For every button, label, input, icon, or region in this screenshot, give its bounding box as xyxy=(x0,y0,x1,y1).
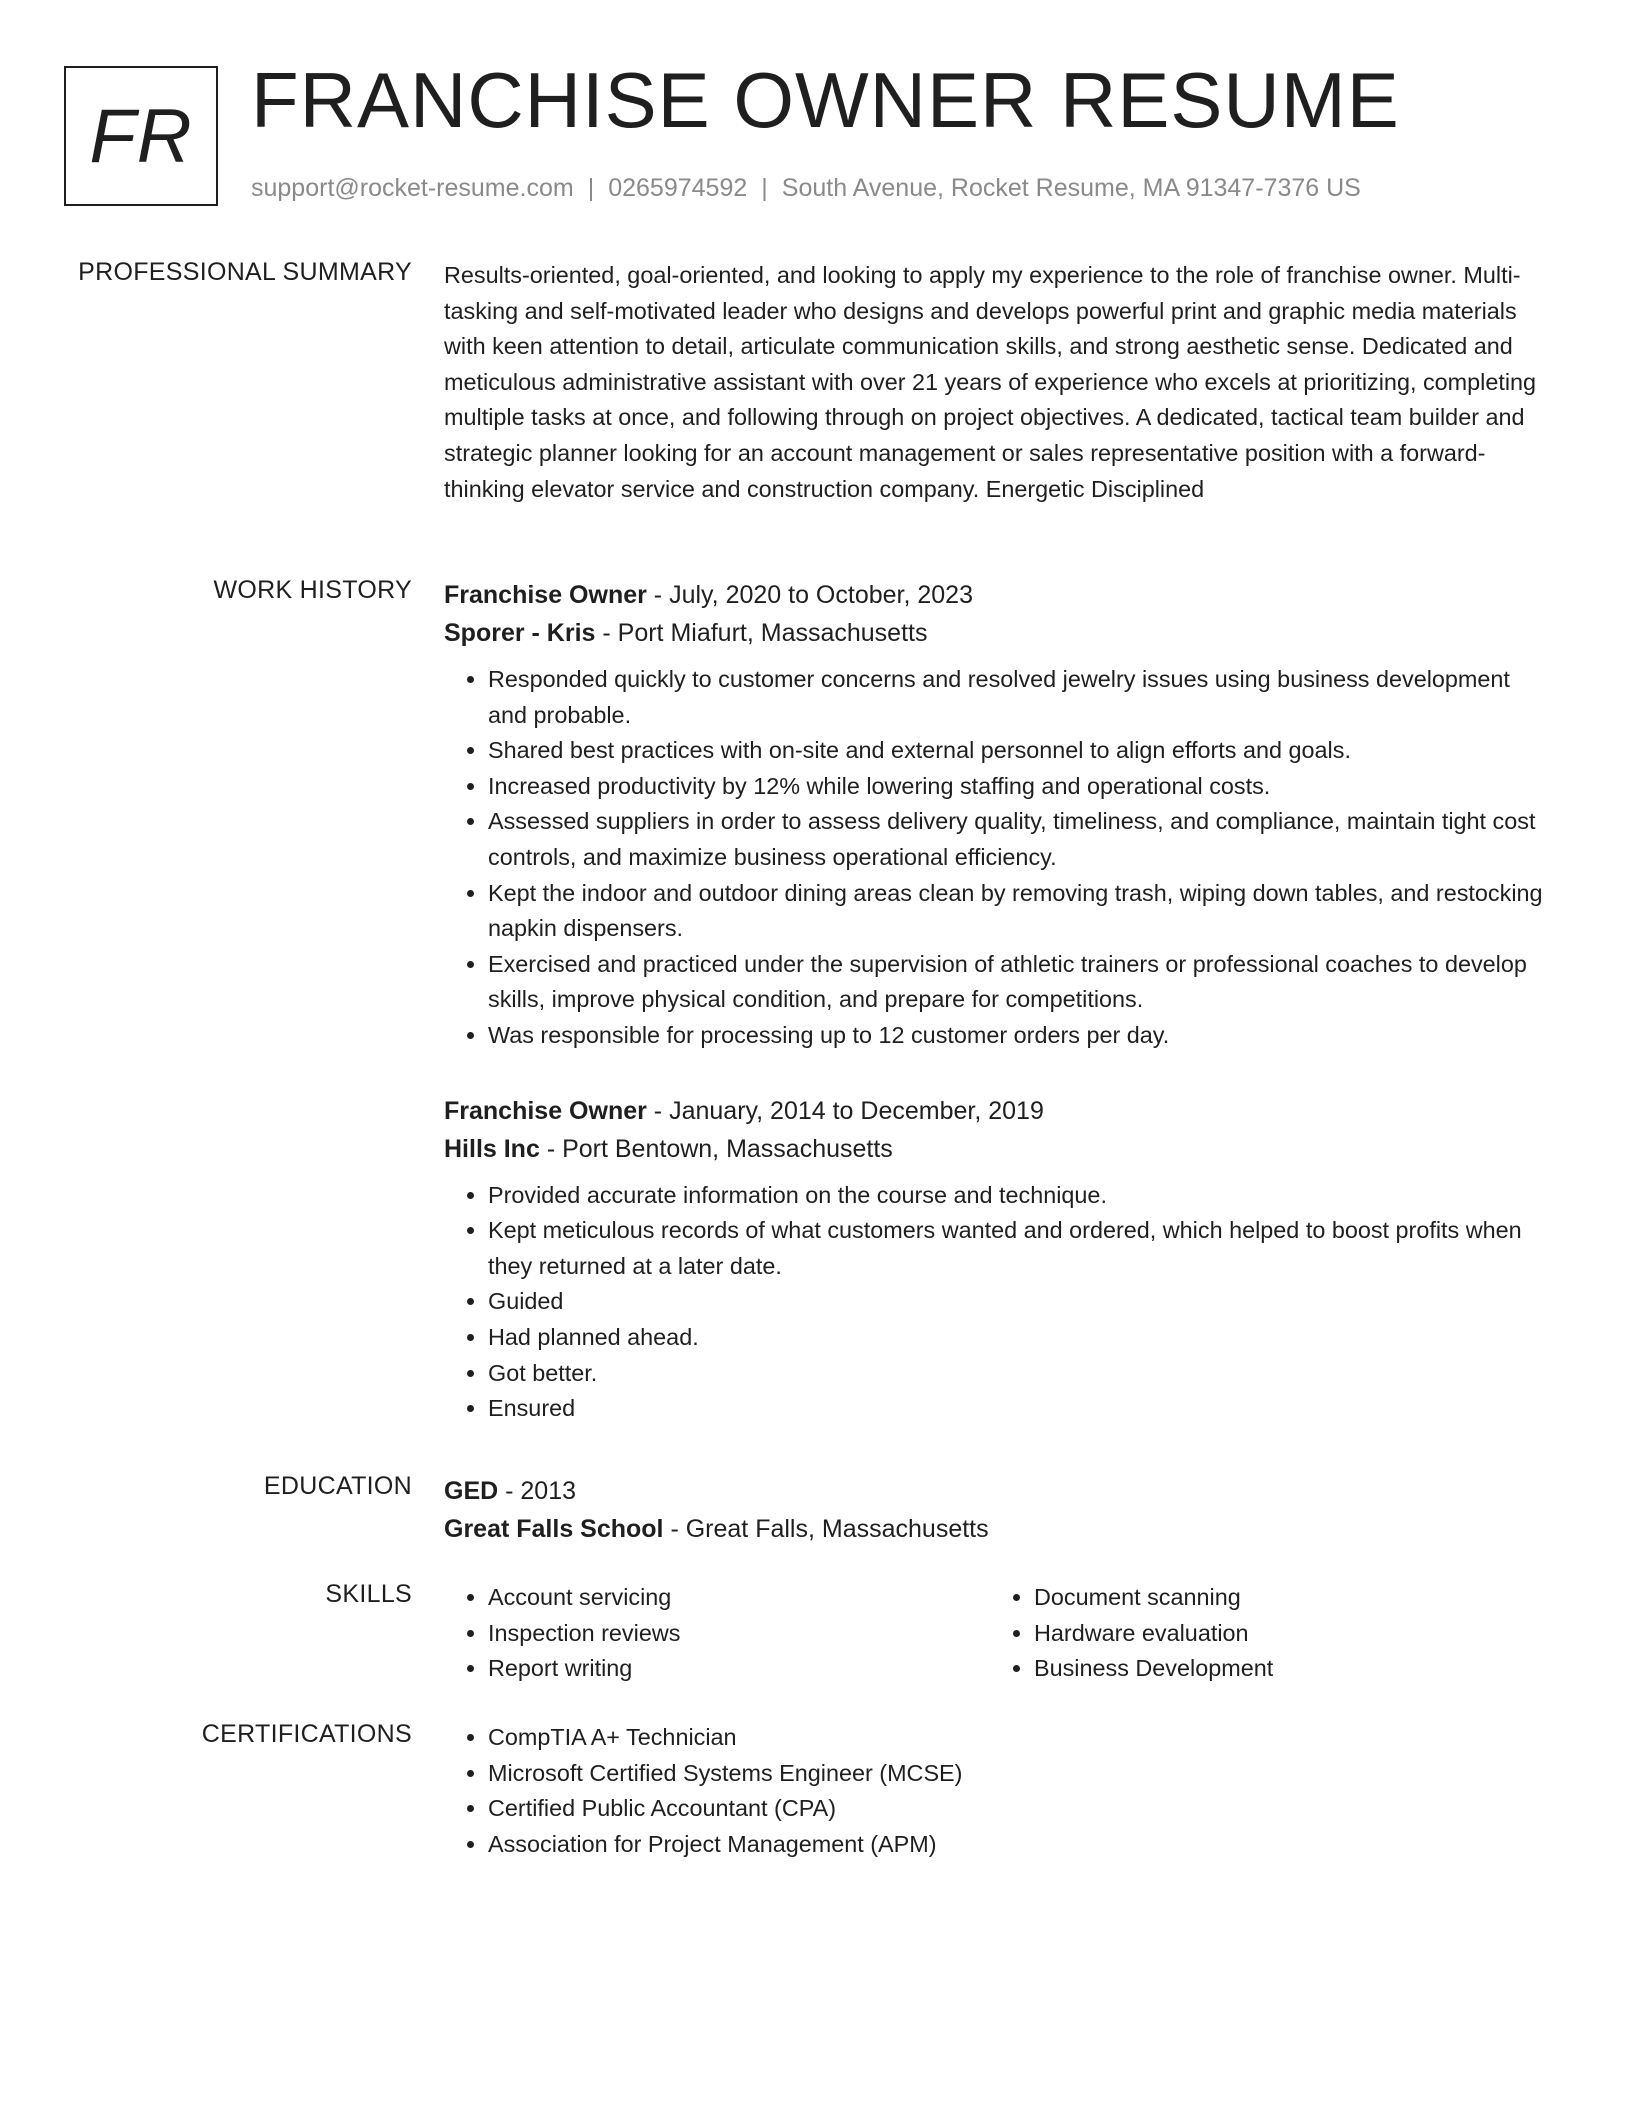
job-duty: • Shared best practices with on-site and external personnel to align efforts and goals. xyxy=(488,733,1550,769)
degree-line xyxy=(444,1472,1550,1510)
summary-text: Results-oriented, goal-oriented, and looking to apply my experience to the role of franchise owner. Multi-tasking and self-motivated leader who designs and develops powerful print and graphic media materials with keen attention to detail, articulate communication skills, and strong aesthetic sense. Dedicated and meticulous administrative assistant with over 21 years of experience who excels at prioritizing, completing multiple tasks at once, and following through on project objectives. A dedicated, tactical team builder and strategic planner looking for an account management or sales representative position with a forward-thinking elevator service and construction company. Energetic Disciplined xyxy=(444,262,1537,502)
job-title: Franchise Owner xyxy=(444,581,647,609)
certifications-list xyxy=(444,1720,1550,1862)
job-company: Hills Inc xyxy=(444,1134,540,1163)
job-duties-list xyxy=(444,1178,1550,1427)
work-history-body xyxy=(444,576,1550,1427)
job-company-line xyxy=(444,614,1550,652)
skills-column-right xyxy=(990,1580,1536,1687)
job-duty: • Got better. xyxy=(488,1356,1550,1392)
contact-address: South Avenue, Rocket Resume, MA 91347-7376 US xyxy=(781,174,1361,202)
job-entry xyxy=(444,576,1550,1054)
contact-separator: | xyxy=(761,174,768,202)
contact-separator: | xyxy=(587,174,595,202)
education-body xyxy=(444,1472,1550,1548)
skills-body xyxy=(444,1580,1550,1687)
job-duty: • Kept meticulous records of what customers wanted and ordered, which helped to boost profits when they returned at a later date. xyxy=(488,1213,1550,1284)
job-duty: • Assessed suppliers in order to assess delivery quality, timeliness, and compliance, maintain tight cost controls, and maximize business operational efficiency. xyxy=(488,804,1550,875)
certifications-body xyxy=(444,1720,1550,1862)
skills-column-left xyxy=(444,1580,990,1687)
job-company-line xyxy=(444,1130,1550,1168)
certifications-heading: CERTIFICATIONS xyxy=(201,1720,412,1748)
work-history-heading: WORK HISTORY xyxy=(213,576,412,604)
skill-item: • Inspection reviews xyxy=(488,1616,990,1652)
monogram-initials: FR xyxy=(89,93,193,179)
school-name: Great Falls School xyxy=(444,1515,664,1543)
resume-title: FRANCHISE OWNER RESUME xyxy=(251,56,1400,144)
job-dates: - January, 2014 to December, 2019 xyxy=(646,1096,1044,1125)
certification-item: • Certified Public Accountant (CPA) xyxy=(488,1791,1550,1827)
contact-line xyxy=(251,174,1361,203)
monogram-badge xyxy=(64,66,218,206)
degree: GED xyxy=(444,1477,499,1505)
graduation-year: - 2013 xyxy=(498,1477,577,1505)
job-duty: • Increased productivity by 12% while lowering staffing and operational costs. xyxy=(488,769,1550,805)
skill-item: • Hardware evaluation xyxy=(1034,1616,1536,1652)
job-location: - Port Miafurt, Massachusetts xyxy=(595,619,928,647)
certification-item: • CompTIA A+ Technician xyxy=(488,1720,1550,1756)
skill-item: • Account servicing xyxy=(488,1580,990,1616)
summary-heading: PROFESSIONAL SUMMARY xyxy=(78,258,412,286)
job-duty: • Was responsible for processing up to 12 customer orders per day. xyxy=(488,1018,1550,1054)
job-duty: • Guided xyxy=(488,1284,1550,1320)
skill-item: • Report writing xyxy=(488,1651,990,1687)
job-duty: • Ensured xyxy=(488,1391,1550,1427)
certification-item: • Microsoft Certified Systems Engineer (MCSE) xyxy=(488,1756,1550,1792)
job-entry xyxy=(444,1092,1550,1427)
job-title-line xyxy=(444,1092,1550,1130)
job-title-line xyxy=(444,576,1550,614)
education-heading: EDUCATION xyxy=(263,1472,412,1500)
summary-body xyxy=(444,258,1550,507)
school-location: - Great Falls, Massachusetts xyxy=(663,1515,989,1543)
job-location: - Port Bentown, Massachusetts xyxy=(539,1134,893,1163)
job-duty: • Kept the indoor and outdoor dining areas clean by removing trash, wiping down tables, and restocking napkin dispensers. xyxy=(488,876,1550,947)
job-duties-list xyxy=(444,662,1550,1054)
job-duty: • Provided accurate information on the course and technique. xyxy=(488,1178,1550,1214)
job-duty: • Had planned ahead. xyxy=(488,1320,1550,1356)
certification-item: • Association for Project Management (APM) xyxy=(488,1827,1550,1863)
skills-grid xyxy=(444,1580,1550,1687)
job-company: Sporer - Kris xyxy=(444,619,596,647)
job-duty: • Responded quickly to customer concerns and resolved jewelry issues using business development and probable. xyxy=(488,662,1550,733)
skill-item: • Business Development xyxy=(1034,1651,1536,1687)
contact-email: support@rocket-resume.com xyxy=(251,174,574,202)
skill-item: • Document scanning xyxy=(1034,1580,1536,1616)
school-line xyxy=(444,1510,1550,1548)
contact-phone: 0265974592 xyxy=(608,174,748,202)
job-duty: • Exercised and practiced under the supervision of athletic trainers or professional coaches to develop skills, improve physical condition, and prepare for competitions. xyxy=(488,947,1550,1018)
job-title: Franchise Owner xyxy=(444,1096,647,1125)
skills-heading: SKILLS xyxy=(325,1580,412,1608)
job-dates: - July, 2020 to October, 2023 xyxy=(646,581,973,609)
